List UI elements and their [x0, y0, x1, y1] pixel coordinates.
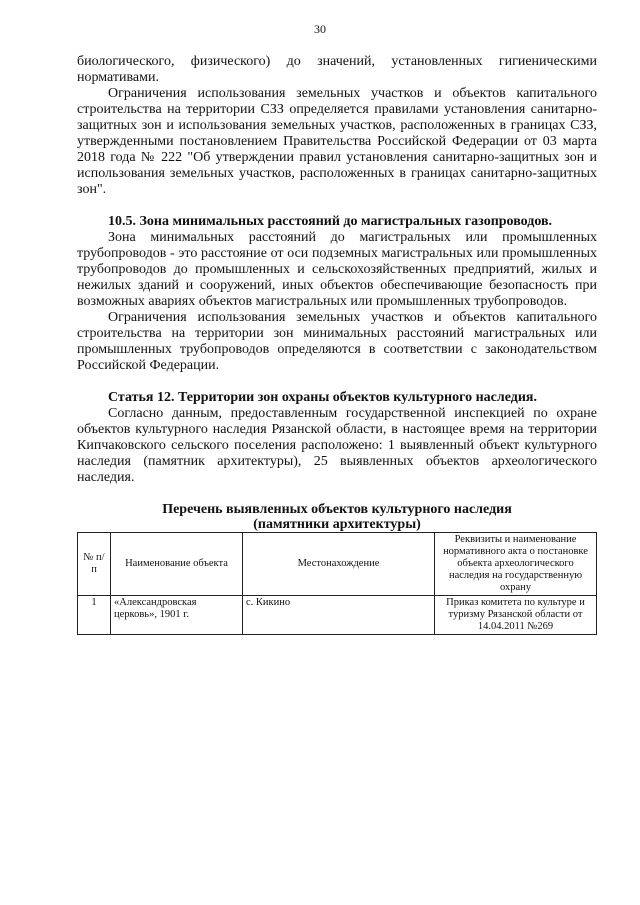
table-title: [77, 502, 597, 532]
cell-num: 1: [78, 596, 111, 635]
document-body: [77, 54, 597, 635]
heading-article-12: Статья 12. Территории зон охраны объектов культурного наследия.: [108, 390, 537, 405]
cell-location: с. Кикино: [243, 596, 435, 635]
heritage-objects-table: [77, 532, 597, 635]
table-row: [78, 596, 597, 635]
table-header-row: [78, 533, 597, 596]
paragraph-szz-restrictions: Ограничения использования земельных участков и объектов капитального строительства на территории СЗЗ определяется правилами установления санитарно-защитных зон и использования земельных участков, расположенных в границах СЗЗ, утвержденными постановлением Правительства Российской Федерации от 03 марта 2018 года № 222 "Об утверждении правил установления санитарно-защитных зон и использования земельных участков, расположенных в границах санитарно-защитных зон".: [77, 86, 597, 197]
cell-requisites: Приказ комитета по культуре и туризму Рязанской области от 14.04.2011 №269: [435, 596, 597, 635]
cell-name: «Александровская церковь», 1901 г.: [111, 596, 243, 635]
paragraph-pipeline-restrictions: Ограничения использования земельных участков и объектов капитального строительства на территории зон минимальных расстояний магистральных или промышленных трубопроводов определяются в соответствии с законодательством Российской Федерации.: [77, 310, 597, 373]
table-title-line2: (памятники архитектуры): [253, 517, 421, 532]
table-title-line1: Перечень выявленных объектов культурного наследия: [162, 502, 512, 517]
paragraph-pipeline-zone: Зона минимальных расстояний до магистральных или промышленных трубопроводов - это расстояние от оси подземных магистральных или промышленных трубопроводов до промышленных и сельскохозяйственных предприятий, жилых и нежилых зданий и сооружений, иных объектов обеспечивающие безопасность при возможных авариях объектов магистральных или промышленных трубопроводов.: [77, 230, 597, 309]
header-num: № п/п: [78, 533, 111, 596]
paragraph-hygiene-norms: биологического, физического) до значений, установленных гигиеническими нормативами.: [77, 54, 597, 85]
header-requisites: Реквизиты и наименование нормативного акта о постановке объекта археологического наследия на государственную охрану: [435, 533, 597, 596]
page-number: 30: [314, 22, 326, 36]
header-location: Местонахождение: [243, 533, 435, 596]
paragraph-heritage-data: Согласно данным, предоставленным государственной инспекцией по охране объектов культурного наследия Рязанской области, в настоящее время на территории Кипчаковского сельского поселения расположено: 1 выявленный объект культурного наследия (памятник архитектуры), 25 выявленных объектов археологического наследия.: [77, 406, 597, 485]
heading-section-10-5: 10.5. Зона минимальных расстояний до магистральных газопроводов.: [108, 214, 553, 229]
header-name: Наименование объекта: [111, 533, 243, 596]
